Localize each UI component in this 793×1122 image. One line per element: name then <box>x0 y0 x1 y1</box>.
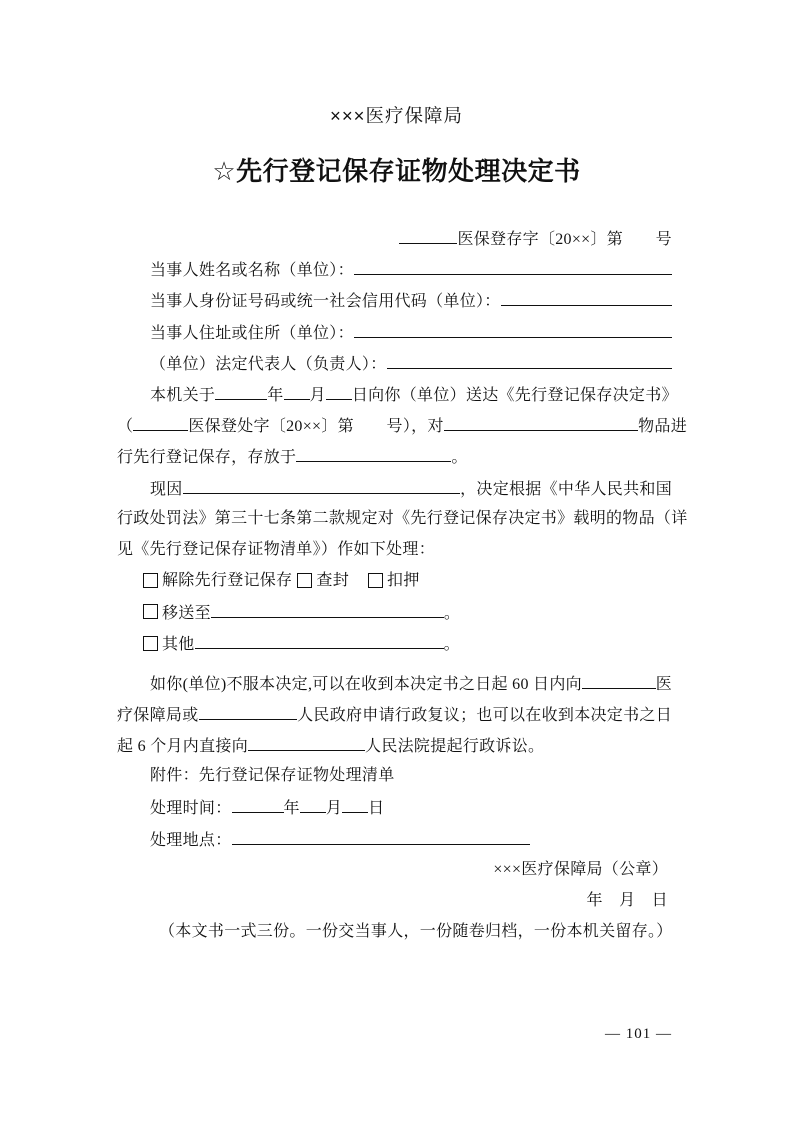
period-mark: 。 <box>451 449 468 467</box>
checkbox-release-icon <box>143 573 158 588</box>
month-label: 月 <box>309 386 326 404</box>
checkbox-transfer-icon <box>143 604 158 619</box>
checkbox-other-icon <box>143 636 158 651</box>
blank-party-address <box>354 316 672 338</box>
decision-doc-label: 医保登处字〔20××〕第 号），对 <box>188 418 444 436</box>
options-row-3 <box>117 627 672 658</box>
blank-month <box>284 378 310 400</box>
storage-place-row <box>117 440 672 471</box>
decision-doc-number-row <box>117 409 687 440</box>
appeal-row-1 <box>117 667 672 698</box>
blank-handle-place <box>232 823 530 845</box>
option-seal-label: 查封 <box>316 572 350 590</box>
year-label: 年 <box>283 800 300 818</box>
blank-handle-day <box>342 791 368 813</box>
signature-date: 年 月 日 <box>586 891 668 909</box>
year-label: 年 <box>267 386 284 404</box>
agency-header: ×××医疗保障局 <box>330 105 463 126</box>
period-mark: 。 <box>443 605 461 623</box>
option-transfer-label: 移送至 <box>162 605 211 623</box>
blank-review-authority <box>582 667 656 689</box>
document-title <box>0 152 793 190</box>
options-row-1 <box>117 565 672 596</box>
blank-other <box>195 627 444 649</box>
appeal-row-2 <box>117 698 672 729</box>
option-release-label: 解除先行登记保存 <box>162 572 293 590</box>
page-number: — 101 — <box>605 1026 672 1042</box>
party-name-label: 当事人姓名或名称（单位）： <box>150 262 354 280</box>
service-text-cont: 日向你（单位）送达《先行登记保存决定书》 <box>351 386 678 404</box>
law-basis-line: 行政处罚法》第三十七条第二款规定对《先行登记保存决定书》载明的物品（详 <box>117 509 688 527</box>
blank-party-id <box>501 284 672 306</box>
party-address-label: 当事人住址或住所（单位）： <box>150 324 354 342</box>
appeal-text-2: 疗保障局或 <box>117 706 199 724</box>
blank-day <box>326 378 352 400</box>
party-id-row <box>117 284 672 315</box>
star-icon: ☆ <box>212 156 237 186</box>
option-other-label: 其他 <box>162 636 195 654</box>
reason-text-cont: ，决定根据《中华人民共和国 <box>460 480 672 498</box>
items-suffix: 物品进 <box>638 418 687 436</box>
appeal-row-3 <box>117 729 672 760</box>
reason-label: 现因 <box>150 480 183 498</box>
options-row-2 <box>117 596 672 627</box>
party-name-row <box>117 253 672 284</box>
month-label: 月 <box>325 800 343 818</box>
blank-items <box>444 409 638 431</box>
handle-time-row <box>117 791 672 822</box>
storage-text: 行先行登记保存，存放于 <box>117 449 297 467</box>
blank-transfer-destination <box>211 596 444 618</box>
appeal-text-1b: 医 <box>655 675 672 693</box>
checkbox-detain-icon <box>368 573 383 588</box>
document-title-text: 先行登记保存证物处理决定书 <box>236 156 581 186</box>
appeal-text-1: 如你(单位)不服本决定,可以在收到本决定书之日起 60 日内向 <box>150 675 582 693</box>
blank-handle-month <box>300 791 326 813</box>
attachment-note: 附件：先行登记保存证物处理清单 <box>150 767 395 785</box>
blank-storage-place <box>296 440 451 462</box>
open-paren: （ <box>117 418 134 436</box>
copies-note: （本文书一式三份。一份交当事人，一份随卷归档，一份本机关留存。） <box>159 923 673 941</box>
handling-intro-line: 见《先行登记保存证物清单》）作如下处理： <box>117 540 436 558</box>
blank-government <box>199 698 298 720</box>
appeal-text-3: 起 6 个月内直接向 <box>117 738 249 755</box>
blank-court <box>248 729 365 751</box>
blank-decision-doc-prefix <box>133 409 188 431</box>
reason-row <box>117 472 672 503</box>
document-body <box>117 222 688 947</box>
blank-doc-number-prefix <box>399 222 457 244</box>
blank-legal-rep <box>387 347 672 369</box>
party-address-row <box>117 316 672 347</box>
doc-number-row <box>117 222 672 253</box>
handle-place-row <box>117 823 672 854</box>
legal-rep-row <box>117 347 672 378</box>
signature-agency: ×××医疗保障局（公章） <box>493 860 668 878</box>
option-detain-label: 扣押 <box>387 572 420 590</box>
checkbox-seal-icon <box>297 573 312 588</box>
service-date-row <box>117 378 678 409</box>
handle-time-label: 处理时间： <box>150 800 232 818</box>
blank-party-name <box>354 253 672 275</box>
blank-year <box>215 378 267 400</box>
period-mark: 。 <box>443 636 460 654</box>
blank-reason <box>183 472 460 494</box>
appeal-text-2b: 人民政府申请行政复议；也可以在收到本决定书之日 <box>297 706 672 724</box>
blank-handle-year <box>232 791 284 813</box>
legal-rep-label: （单位）法定代表人（负责人）： <box>150 355 387 373</box>
handle-place-label: 处理地点： <box>150 831 232 849</box>
doc-number-label: 医保登存字〔20××〕第 号 <box>457 231 672 248</box>
appeal-text-3b: 人民法院提起行政诉讼。 <box>365 738 545 755</box>
service-text: 本机关于 <box>150 386 216 404</box>
day-label: 日 <box>368 800 385 818</box>
party-id-label: 当事人身份证号码或统一社会信用代码（单位）： <box>150 293 501 311</box>
